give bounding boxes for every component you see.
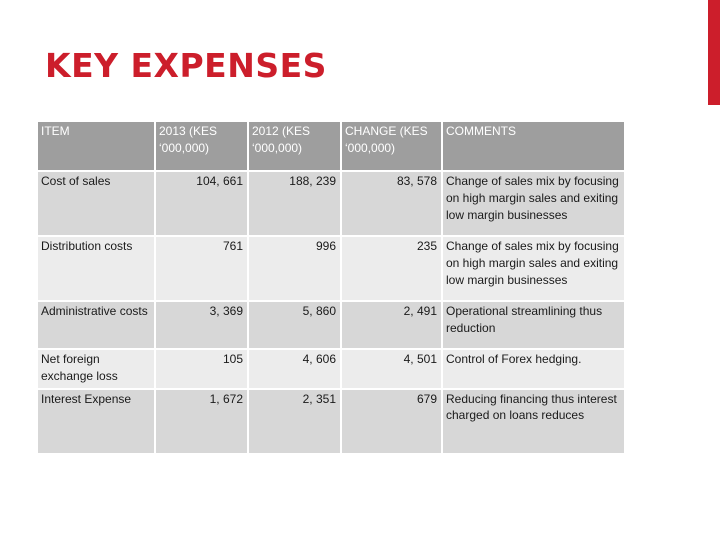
table-row [38, 302, 624, 348]
row-comment: Operational streamlining thus reduction [443, 302, 624, 348]
header-change: CHANGE (KES ‘000,000) [342, 122, 441, 170]
row-item: Administrative costs [38, 302, 154, 348]
row-item: Cost of sales [38, 172, 154, 235]
header-comments: COMMENTS [443, 122, 624, 170]
row-2013: 105 [156, 350, 247, 388]
row-2012: 188, 239 [249, 172, 340, 235]
row-comment: Control of Forex hedging. [443, 350, 624, 388]
row-2012: 5, 860 [249, 302, 340, 348]
header-2012: 2012 (KES ‘000,000) [249, 122, 340, 170]
row-item: Interest Expense [38, 390, 154, 453]
slide-title: KEY EXPENSES [45, 46, 327, 85]
row-2013: 3, 369 [156, 302, 247, 348]
row-item: Distribution costs [38, 237, 154, 300]
row-2013: 1, 672 [156, 390, 247, 453]
row-comment: Change of sales mix by focusing on high margin sales and exiting low margin businesses [443, 172, 624, 235]
row-change: 2, 491 [342, 302, 441, 348]
row-change: 679 [342, 390, 441, 453]
row-change: 83, 578 [342, 172, 441, 235]
table-row [38, 237, 624, 300]
row-item: Net foreign exchange loss [38, 350, 154, 388]
header-2013: 2013 (KES ‘000,000) [156, 122, 247, 170]
table-header-row [38, 122, 624, 170]
row-2013: 104, 661 [156, 172, 247, 235]
table-row [38, 350, 624, 388]
accent-bar [708, 0, 720, 105]
table-row [38, 172, 624, 235]
row-comment: Reducing financing thus interest charged on loans reduces [443, 390, 624, 453]
table-row [38, 390, 624, 453]
row-2012: 4, 606 [249, 350, 340, 388]
row-change: 235 [342, 237, 441, 300]
row-comment: Change of sales mix by focusing on high margin sales and exiting low margin businesses [443, 237, 624, 300]
row-2012: 2, 351 [249, 390, 340, 453]
header-item: ITEM [38, 122, 154, 170]
row-change: 4, 501 [342, 350, 441, 388]
expenses-table [36, 120, 626, 455]
row-2013: 761 [156, 237, 247, 300]
row-2012: 996 [249, 237, 340, 300]
